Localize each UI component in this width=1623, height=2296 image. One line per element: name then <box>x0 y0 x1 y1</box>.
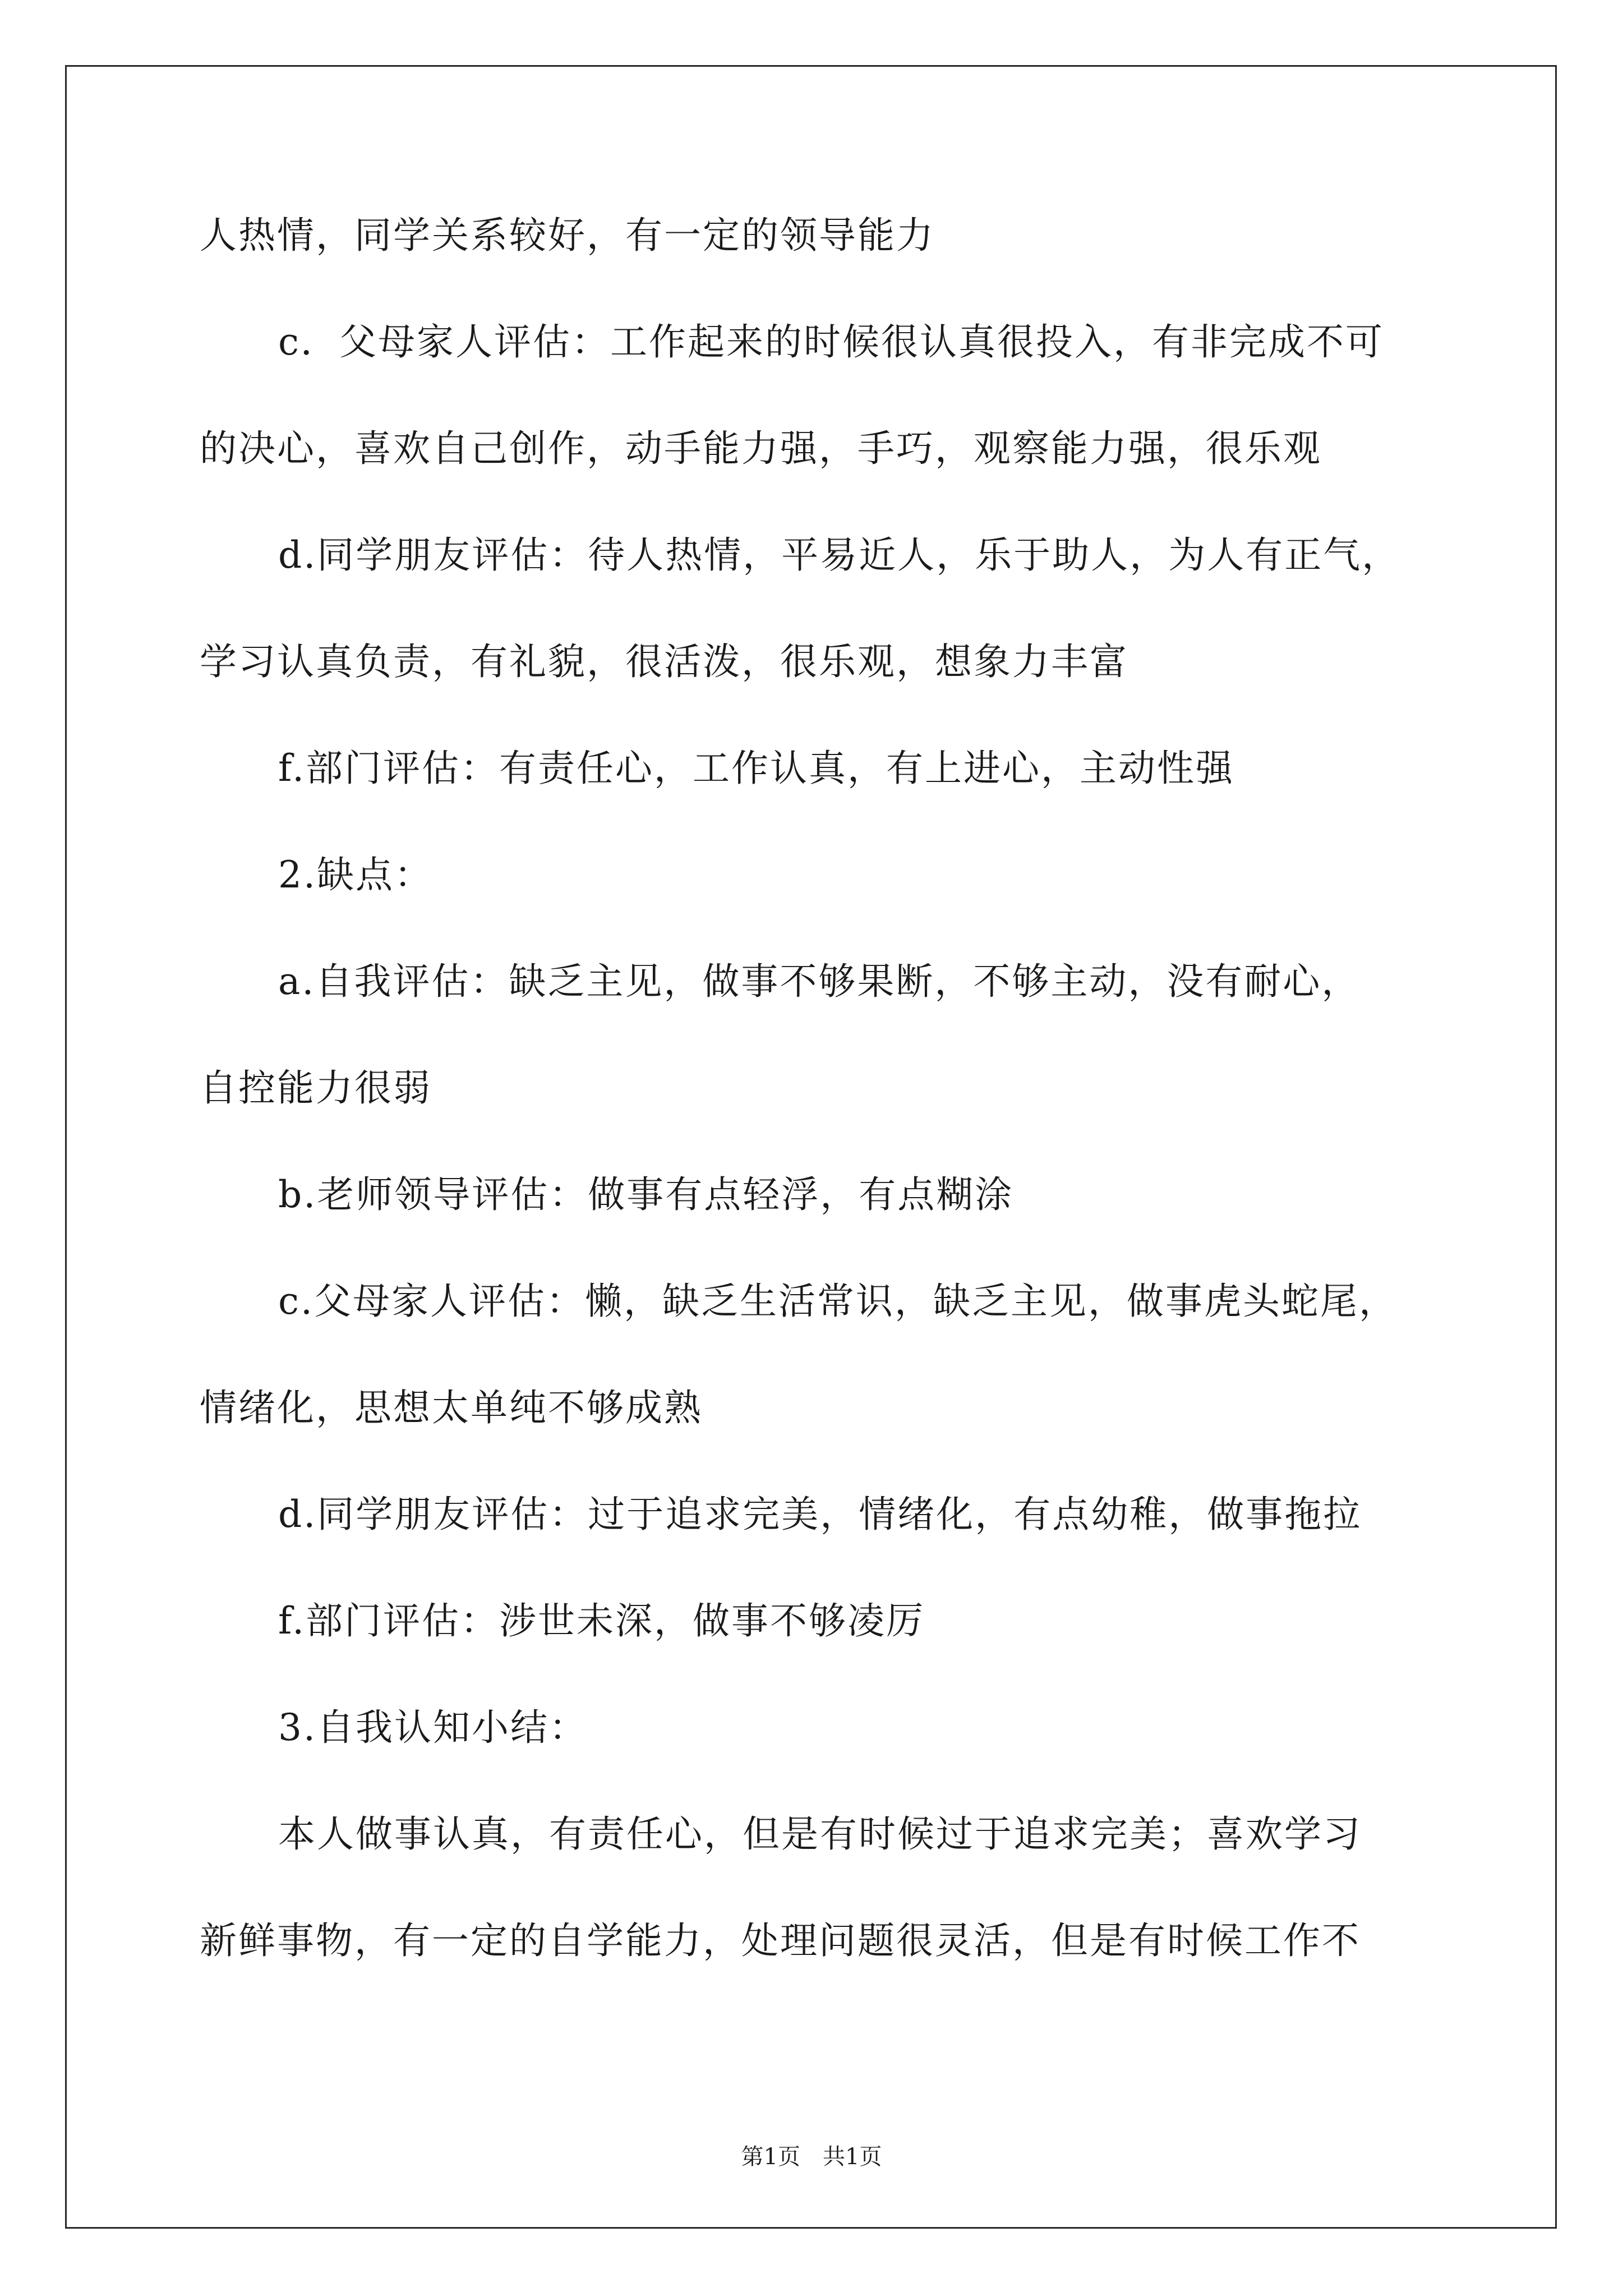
text-line: 学习认真负责，有礼貌，很活泼，很乐观，想象力丰富 <box>200 640 1128 683</box>
text-line: f.部门评估：涉世未深，做事不够凌厉 <box>278 1599 925 1642</box>
text-line: 自控能力很弱 <box>200 1066 432 1110</box>
text-line: 情绪化，思想太单纯不够成熟 <box>200 1386 703 1429</box>
text-line: a.自我评估：缺乏主见，做事不够果断，不够主动，没有耐心， <box>278 960 1361 1003</box>
text-line: c.父母家人评估：懒，缺乏生活常识，缺乏主见，做事虎头蛇尾， <box>278 1280 1398 1323</box>
text-line: d.同学朋友评估：待人热情，平易近人，乐于助人，为人有正气， <box>278 533 1401 577</box>
page-number-footer: 第1页 共1页 <box>741 2144 882 2170</box>
text-line: b.老师领导评估：做事有点轻浮，有点糊涂 <box>278 1173 1014 1216</box>
page-border <box>65 65 1557 2229</box>
text-line: 人热情，同学关系较好，有一定的领导能力 <box>200 214 935 257</box>
text-line: 的决心，喜欢自己创作，动手能力强，手巧，观察能力强，很乐观 <box>200 427 1322 470</box>
text-line: 新鲜事物，有一定的自学能力，处理问题很灵活，但是有时候工作不 <box>200 1919 1361 1962</box>
section-heading: 2.缺点： <box>278 853 433 896</box>
section-heading: 3.自我认知小结： <box>278 1706 588 1749</box>
text-line: d.同学朋友评估：过于追求完美，情绪化，有点幼稚，做事拖拉 <box>278 1493 1362 1536</box>
text-line: c．父母家人评估：工作起来的时候很认真很投入，有非完成不可 <box>278 320 1384 364</box>
text-line: f.部门评估：有责任心，工作认真，有上进心，主动性强 <box>278 747 1235 790</box>
text-line: 本人做事认真，有责任心，但是有时候过于追求完美；喜欢学习 <box>278 1812 1362 1856</box>
